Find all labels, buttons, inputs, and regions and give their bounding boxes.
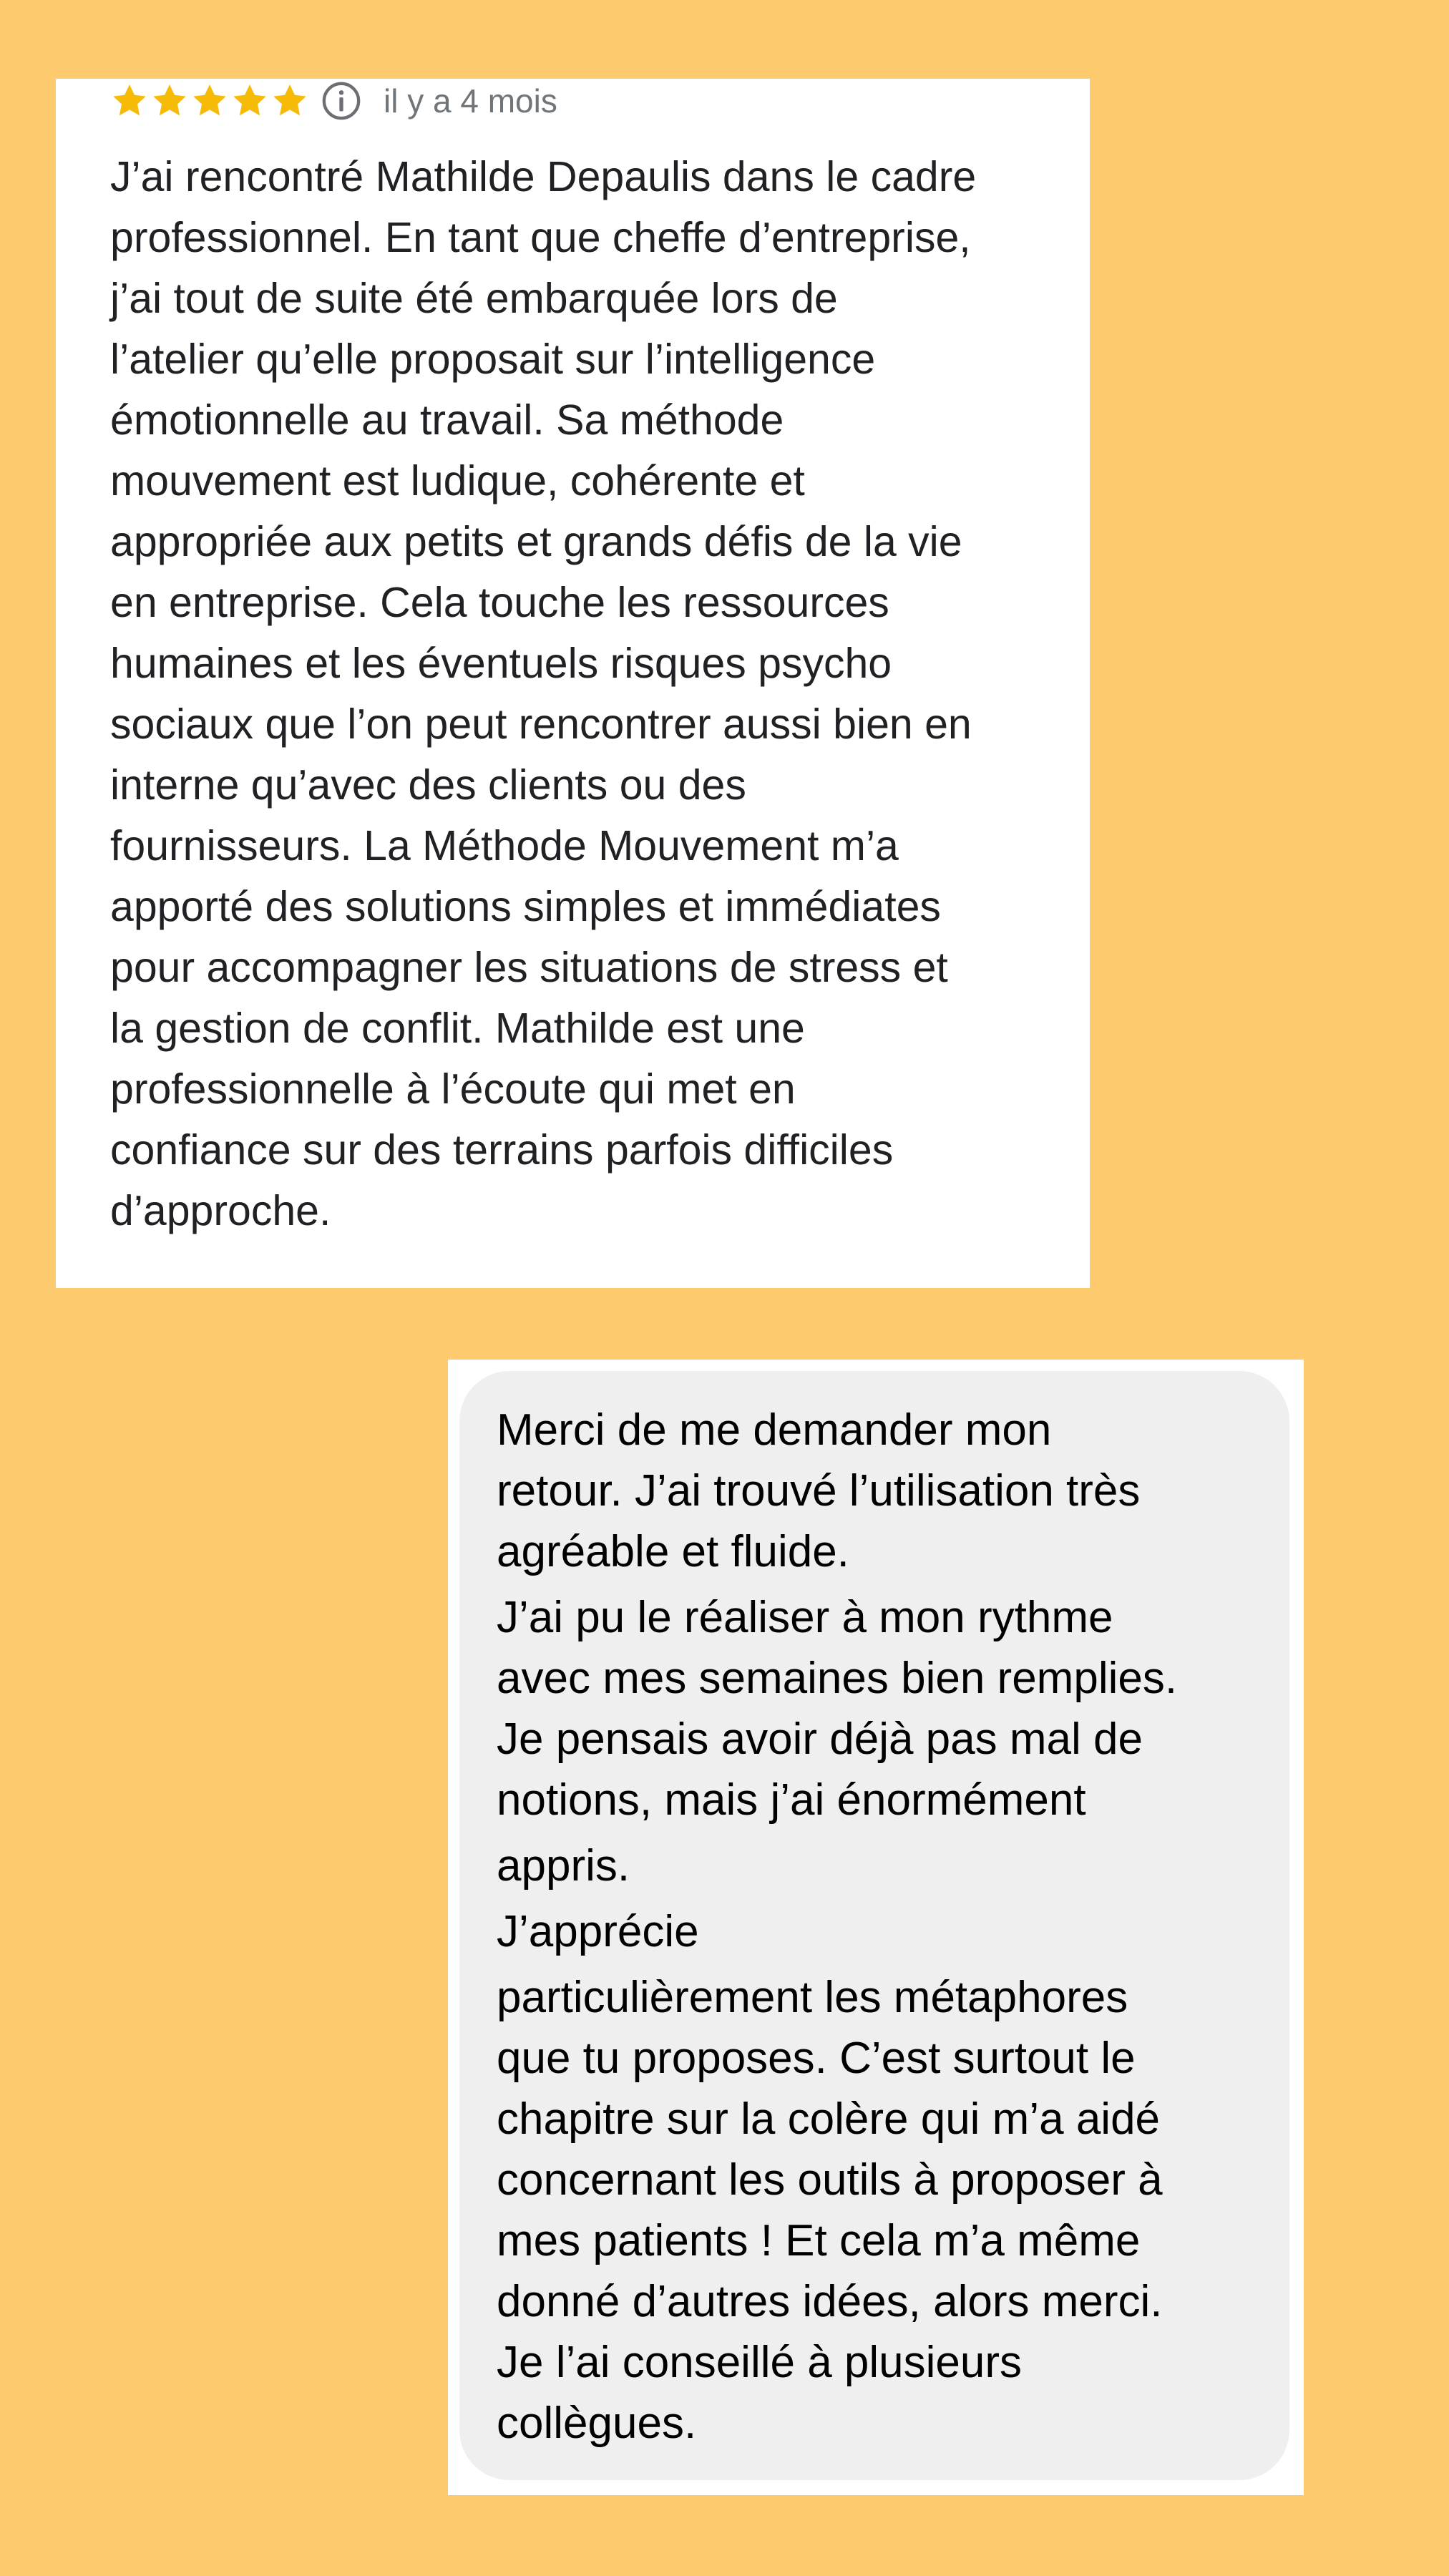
message-text (497, 1400, 1177, 2454)
message-text-line: J’apprécie (497, 1907, 699, 1956)
review-text-line: professionnelle à l’écoute qui met en (110, 1065, 796, 1113)
message-text-line: que tu proposes. C’est surtout le (497, 2034, 1136, 2083)
message-text-line: retour. J’ai trouvé l’utilisation très (497, 1466, 1141, 1516)
review-text-line: en entreprise. Cela touche les ressources (110, 579, 889, 626)
message-text-line: donné d’autres idées, alors merci. (497, 2277, 1163, 2326)
message-bubble (459, 1371, 1289, 2480)
review-meta (110, 79, 557, 123)
review-text-line: pour accompagner les situations de stress et (110, 944, 948, 991)
star-icon (110, 82, 149, 120)
review-text-line: confiance sur des terrains parfois difficiles (110, 1126, 894, 1174)
message-text-line: J’ai pu le réaliser à mon rythme (497, 1593, 1113, 1642)
review-text-line: interne qu’avec des clients ou des (110, 761, 746, 809)
message-text-line: mes patients ! Et cela m’a même (497, 2216, 1141, 2265)
star-icon (230, 82, 269, 120)
message-text-line: particulièrement les métaphores (497, 1973, 1128, 2022)
info-icon[interactable] (321, 80, 362, 122)
review-text (110, 147, 1083, 1241)
message-text-line: chapitre sur la colère qui m’a aidé (497, 2094, 1161, 2144)
review-text-line: d’approche. (110, 1187, 331, 1234)
review-card (56, 79, 1090, 1288)
message-text-line: appris. (497, 1841, 630, 1890)
review-text-line: apporté des solutions simples et immédiates (110, 883, 941, 930)
review-text-line: fournisseurs. La Méthode Mouvement m’a (110, 822, 899, 869)
message-text-line: agréable et fluide. (497, 1527, 849, 1576)
message-text-line: concernant les outils à proposer à (497, 2155, 1163, 2205)
review-text-line: sociaux que l’on peut rencontrer aussi bien en (110, 701, 972, 748)
message-text-line: Je pensais avoir déjà pas mal de (497, 1714, 1143, 1764)
review-text-line: professionnel. En tant que cheffe d’entreprise, (110, 214, 971, 261)
review-text-line: l’atelier qu’elle proposait sur l’intelligence (110, 336, 876, 383)
message-text-line: Merci de me demander mon (497, 1405, 1052, 1455)
star-icon (150, 82, 189, 120)
message-card (448, 1360, 1304, 2495)
message-text-line: Je l’ai conseillé à plusieurs (497, 2338, 1023, 2387)
star-icon (270, 82, 309, 120)
review-text-line: humaines et les éventuels risques psycho (110, 640, 892, 687)
review-text-line: la gestion de conflit. Mathilde est une (110, 1005, 805, 1052)
star-icon (190, 82, 229, 120)
message-text-line: collègues. (497, 2399, 697, 2448)
review-text-line: appropriée aux petits et grands défis de la vie (110, 518, 962, 565)
message-text-line: notions, mais j’ai énormément (497, 1775, 1086, 1825)
star-rating (110, 79, 311, 123)
review-date: il y a 4 mois (384, 82, 557, 119)
review-text-line: mouvement est ludique, cohérente et (110, 457, 805, 504)
message-text-line: avec mes semaines bien remplies. (497, 1654, 1178, 1703)
review-text-line: émotionnelle au travail. Sa méthode (110, 396, 784, 444)
review-text-line: J’ai rencontré Mathilde Depaulis dans le cadre (110, 153, 977, 200)
review-text-line: j’ai tout de suite été embarquée lors de (110, 275, 838, 322)
